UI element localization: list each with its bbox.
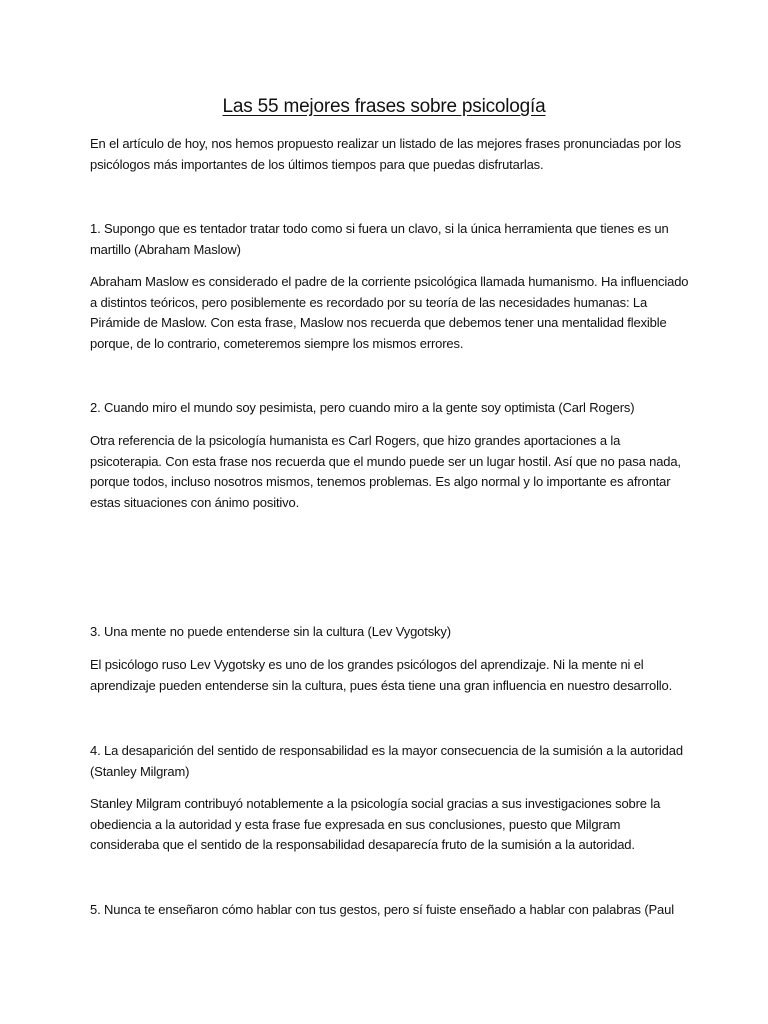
document-title: Las 55 mejores frases sobre psicología (222, 96, 546, 117)
quote-2-heading: 2. Cuando miro el mundo soy pesimista, pero cuando miro a la gente soy optimista (Carl Rogers) (90, 400, 635, 415)
quote-3-paragraph: El psicólogo ruso Lev Vygotsky es uno de los grandes psicólogos del aprendizaje. Ni la mente ni el aprendizaje pueden entenderse sin la cultura, pues ésta tiene una gran influencia en nuestro desarrollo. (90, 657, 673, 693)
quote-4-heading: 4. La desaparición del sentido de responsabilidad es la mayor consecuencia de la sumisión a la autoridad (Stanley Milgram) (90, 743, 683, 779)
quote-4-paragraph: Stanley Milgram contribuyó notablemente a la psicología social gracias a sus investigaciones sobre la obediencia a la autoridad y esta frase fue expresada en sus conclusiones, puesto que Milgram consideraba que el sentido de la responsabilidad desaparecía fruto de la sumisión a la autoridad. (90, 796, 661, 852)
intro-paragraph: En el artículo de hoy, nos hemos propuesto realizar un listado de las mejores frases pronunciadas por los psicólogos más importantes de los últimos tiempos para que puedas disfrutarlas. (90, 136, 682, 172)
quote-3-heading: 3. Una mente no puede entenderse sin la cultura (Lev Vygotsky) (90, 624, 451, 639)
quote-1-paragraph: Abraham Maslow es considerado el padre de la corriente psicológica llamada humanismo. Ha influenciado a distintos teóricos, pero posiblemente es recordado por su teoría de las necesidades humanas: La Pirámide de Maslow. Con esta frase, Maslow nos recuerda que debemos tener una mentalidad flexible porque, de lo contrario, cometeremos siempre los mismos errores. (90, 274, 689, 351)
quote-2-paragraph: Otra referencia de la psicología humanista es Carl Rogers, que hizo grandes aportaciones a la psicoterapia. Con esta frase nos recuerda que el mundo puede ser un lugar hostil. Así que no pasa nada, porque todos, incluso nosotros mismos, tenemos problemas. Es algo normal y lo importante es afrontar estas situaciones con ánimo positivo. (90, 433, 681, 510)
quote-1-heading: 1. Supongo que es tentador tratar todo como si fuera un clavo, si la única herramienta que tienes es un martillo (Abraham Maslow) (90, 221, 669, 257)
quote-5-heading: 5. Nunca te enseñaron cómo hablar con tus gestos, pero sí fuiste enseñado a hablar con palabras (Paul (90, 902, 674, 917)
